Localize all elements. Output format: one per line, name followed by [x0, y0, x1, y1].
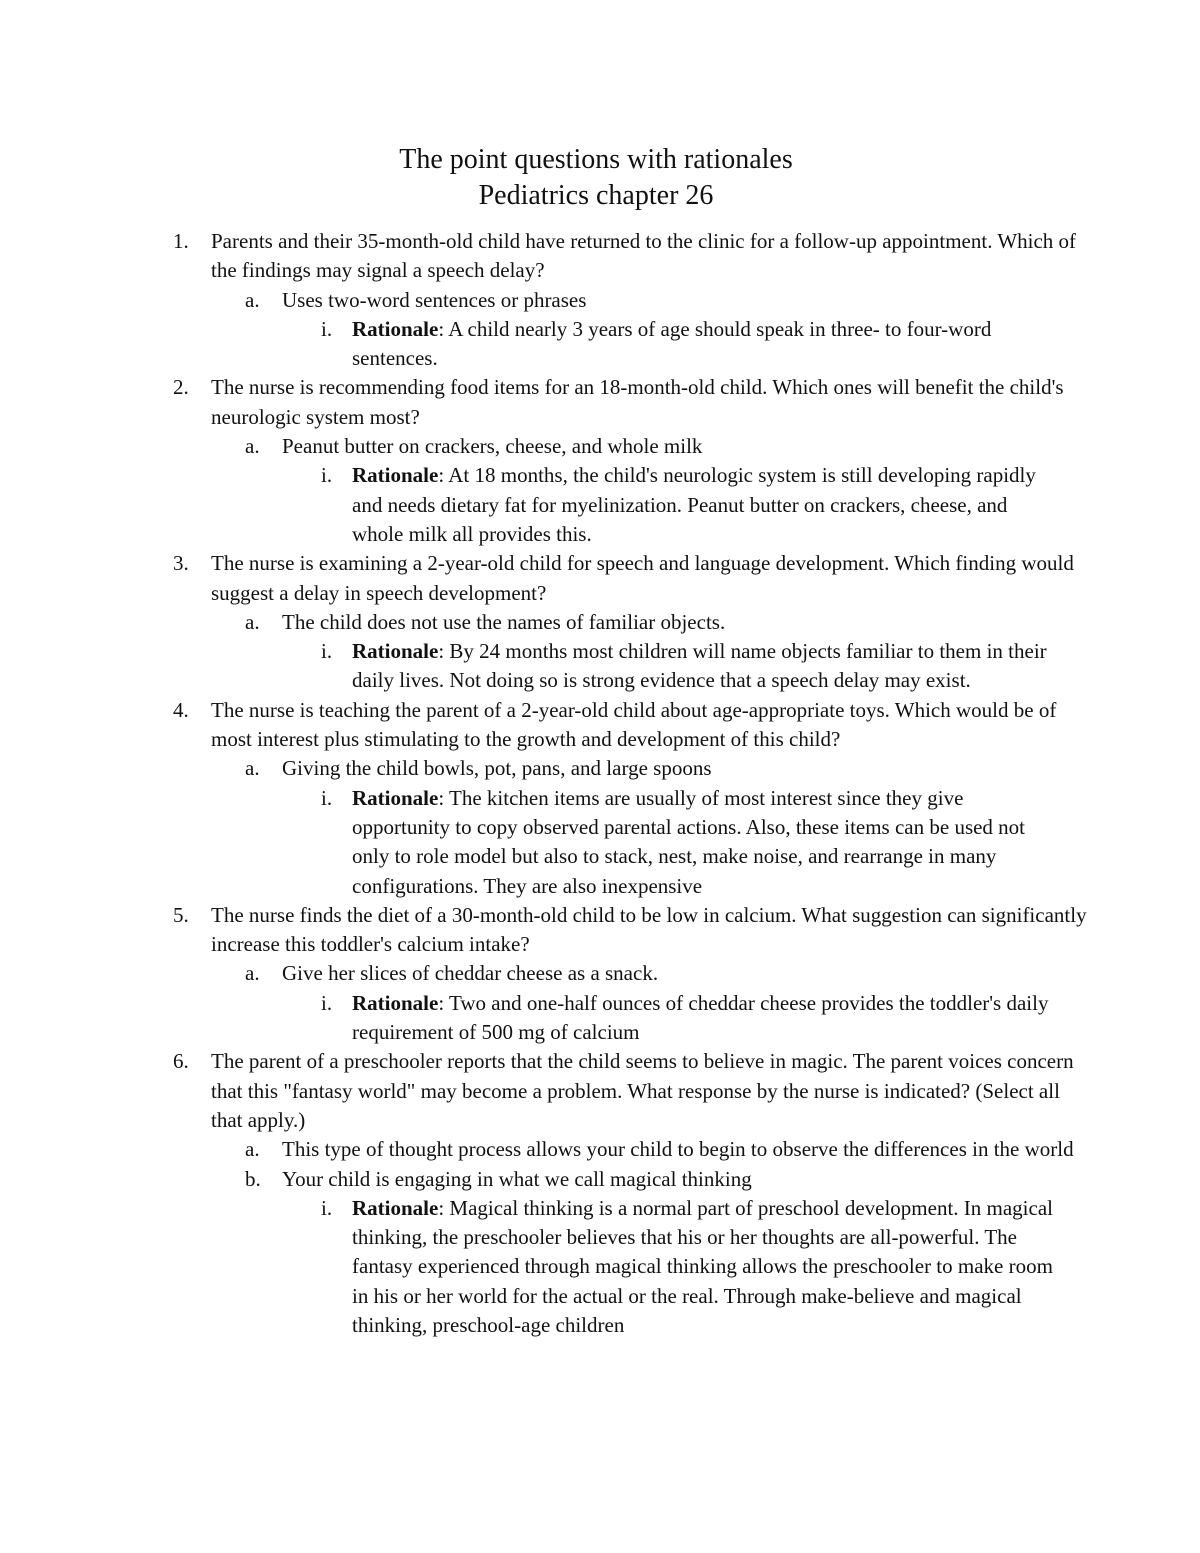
rationale-text: : The kitchen items are usually of most interest since they give opportunity to copy observed parental actions. Also, these items can be used not only to role model but also to stack, nest, make noise, and rearrange in many configurations. They are also inexpensive: [352, 785, 1026, 898]
rationale-marker: i.: [321, 785, 333, 810]
answer-text: Give her slices of cheddar cheese as a snack.: [282, 961, 659, 986]
answer-letter: a.: [245, 287, 260, 312]
answer-option: [0, 432, 1082, 461]
question-number: 2.: [173, 375, 189, 400]
rationale-text: : At 18 months, the child's neurologic system is still developing rapidly and needs dietary fat for myelinization. Peanut butter on crackers, cheese, and whole milk all provides this.: [352, 463, 1036, 546]
rationale: [0, 315, 1062, 374]
document-subtitle: Pediatrics chapter 26: [478, 180, 714, 211]
rationale-marker: i.: [321, 316, 333, 341]
question-text: The nurse is teaching the parent of a 2-year-old child about age-appropriate toys. Which would be of most interest plus stimulating to the growth and development of this child?: [211, 697, 1057, 752]
question-item: [0, 549, 1091, 608]
question-number: 1.: [173, 229, 189, 253]
question-number: 3.: [173, 551, 189, 576]
question-number: 6.: [173, 1049, 189, 1074]
question-text: The nurse is examining a 2-year-old child for speech and language development. Which finding would suggest a delay in speech development?: [211, 551, 1074, 605]
rationale-label: Rationale: [352, 463, 439, 488]
answer-option: [0, 1135, 1082, 1164]
answer-letter: a.: [245, 434, 260, 459]
rationale-marker: i.: [321, 990, 333, 1015]
question-list: [0, 227, 1200, 1340]
rationale: [0, 989, 1062, 1048]
rationale: [0, 1194, 1062, 1340]
rationale-label: Rationale: [352, 1195, 439, 1220]
question-text: The nurse finds the diet of a 30-month-old child to be low in calcium. What suggestion can significantly increase this toddler's calcium intake?: [211, 902, 1087, 957]
rationale-text: : Two and one-half ounces of cheddar cheese provides the toddler's daily requirement of 500 mg of calcium: [352, 990, 1049, 1045]
document-title: The point questions with rationales: [399, 144, 793, 175]
answer-text: The child does not use the names of familiar objects.: [282, 609, 726, 634]
question-number: 5.: [173, 902, 189, 927]
rationale-label: Rationale: [352, 639, 439, 664]
answer-letter: a.: [245, 1137, 260, 1162]
question-text: The parent of a preschooler reports that the child seems to believe in magic. The parent voices concern that this "fantasy world" may become a problem. What response by the nurse is indicated? (Select all that apply.): [211, 1049, 1074, 1132]
rationale-marker: i.: [321, 463, 333, 488]
rationale: [0, 637, 1062, 696]
question-item: [0, 227, 1091, 286]
question-text: Parents and their 35-month-old child have returned to the clinic for a follow-up appointment. Which of the findings may signal a speech delay?: [211, 229, 1077, 283]
question-number: 4.: [173, 697, 189, 722]
question-item: [0, 901, 1091, 960]
answer-text: Giving the child bowls, pot, pans, and large spoons: [282, 756, 712, 781]
answer-letter: a.: [245, 756, 260, 781]
question-item: [0, 373, 1091, 432]
rationale: [0, 461, 1062, 549]
answer-option: [0, 608, 1082, 637]
rationale-marker: i.: [321, 639, 333, 664]
answer-letter: a.: [245, 609, 260, 634]
rationale-label: Rationale: [352, 990, 439, 1015]
rationale: [0, 784, 1062, 901]
answer-letter: a.: [245, 961, 260, 986]
rationale-text: : By 24 months most children will name objects familiar to them in their daily lives. Not doing so is strong evidence that a speech delay may exist.: [352, 639, 1047, 693]
answer-text: Peanut butter on crackers, cheese, and whole milk: [282, 434, 703, 459]
rationale-label: Rationale: [352, 316, 439, 341]
answer-text: Uses two-word sentences or phrases: [282, 287, 587, 312]
answer-option: [0, 1165, 1082, 1194]
answer-option: [0, 959, 1082, 988]
rationale-text: : A child nearly 3 years of age should speak in three- to four-word sentences.: [352, 316, 992, 371]
answer-letter: b.: [245, 1166, 261, 1191]
question-text: The nurse is recommending food items for an 18-month-old child. Which ones will benefit the child's neurologic system most?: [211, 375, 1064, 429]
question-item: [0, 696, 1091, 755]
answer-option: [0, 286, 1082, 315]
answer-text: Your child is engaging in what we call magical thinking: [282, 1166, 752, 1191]
question-item: [0, 1047, 1091, 1135]
rationale-text: : Magical thinking is a normal part of preschool development. In magical thinking, the preschooler believes that his or her thoughts are all-powerful. The fantasy experienced through magical thinking allows the preschooler to make room in his or her world for the actual or the real. Through make-believe and magical thinking, preschool-age children: [352, 1195, 1053, 1337]
answer-option: [0, 754, 1082, 783]
rationale-marker: i.: [321, 1195, 333, 1220]
answer-text: This type of thought process allows your child to begin to observe the differences in the world: [282, 1137, 1074, 1162]
rationale-label: Rationale: [352, 785, 439, 810]
